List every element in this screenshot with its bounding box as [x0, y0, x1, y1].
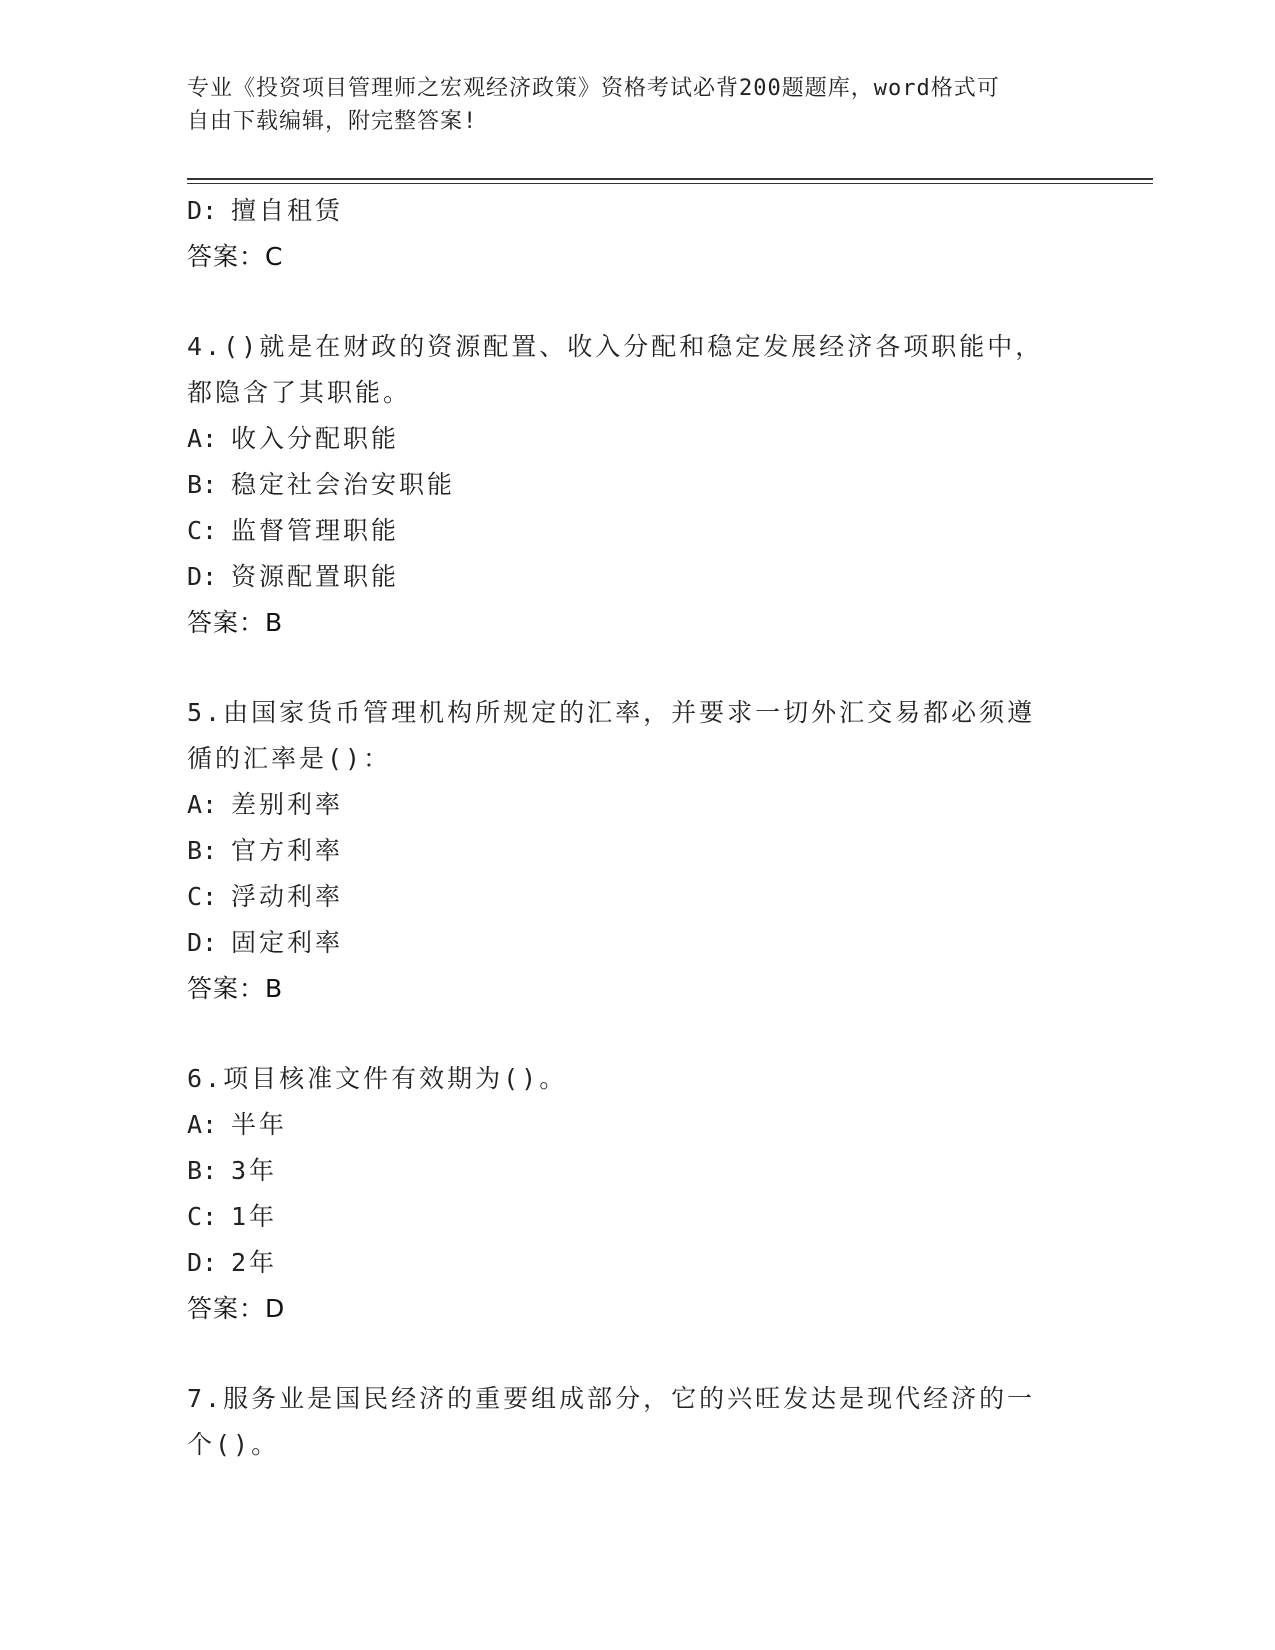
option-text: 固定利率 — [231, 928, 344, 957]
option-a — [187, 416, 1077, 462]
question-block — [187, 690, 1077, 1012]
header-line-1: 专业《投资项目管理师之宏观经济政策》资格考试必背200题题库，word格式可 — [187, 76, 1000, 101]
option-text: 半年 — [231, 1110, 288, 1139]
option-d — [187, 188, 1077, 234]
option-text: 收入分配职能 — [231, 424, 400, 453]
option-label: A: — [187, 424, 218, 453]
option-b — [187, 828, 1077, 874]
question-text-line: 循的汇率是()： — [187, 744, 392, 773]
option-text: 3年 — [231, 1156, 278, 1185]
question-text-line: 6.项目核准文件有效期为()。 — [187, 1064, 568, 1093]
option-text: 浮动利率 — [231, 882, 344, 911]
document-header — [187, 72, 1067, 138]
option-c — [187, 508, 1077, 554]
option-c — [187, 1194, 1077, 1240]
answer-line: 答案：B — [187, 608, 284, 637]
option-label: B: — [187, 470, 218, 499]
option-label: A: — [187, 1110, 218, 1139]
header-divider-thick — [187, 178, 1153, 180]
question-text-line: 4.()就是在财政的资源配置、收入分配和稳定发展经济各项职能中， — [187, 332, 1044, 361]
option-label: D: — [187, 928, 218, 957]
question-list — [187, 188, 1077, 1468]
option-d — [187, 920, 1077, 966]
option-label: C: — [187, 882, 218, 911]
question-text-line: 都隐含了其职能。 — [187, 378, 412, 407]
answer-line: 答案：C — [187, 242, 284, 271]
option-text: 2年 — [231, 1248, 278, 1277]
answer-line: 答案：D — [187, 1294, 286, 1323]
option-text: 差别利率 — [231, 790, 344, 819]
answer-line: 答案：B — [187, 974, 284, 1003]
option-label: B: — [187, 836, 218, 865]
question-text-line: 7.服务业是国民经济的重要组成部分，它的兴旺发达是现代经济的一 — [187, 1384, 1036, 1413]
option-label: A: — [187, 790, 218, 819]
option-label: D: — [187, 1248, 218, 1277]
option-text: 擅自租赁 — [231, 196, 344, 225]
question-block — [187, 1376, 1077, 1468]
option-label: C: — [187, 1202, 218, 1231]
option-label: B: — [187, 1156, 218, 1185]
question-block — [187, 324, 1077, 646]
option-text: 监督管理职能 — [231, 516, 400, 545]
option-a — [187, 782, 1077, 828]
option-b — [187, 462, 1077, 508]
header-line-2: 自由下载编辑，附完整答案! — [187, 109, 478, 134]
option-a — [187, 1102, 1077, 1148]
question-block — [187, 1056, 1077, 1332]
option-text: 1年 — [231, 1202, 278, 1231]
question-text-line: 5.由国家货币管理机构所规定的汇率，并要求一切外汇交易都必须遵 — [187, 698, 1036, 727]
option-label: C: — [187, 516, 218, 545]
option-text: 资源配置职能 — [231, 562, 400, 591]
option-label: D: — [187, 196, 218, 225]
option-label: D: — [187, 562, 218, 591]
question-text-line: 个()。 — [187, 1430, 280, 1459]
header-divider-thin — [187, 183, 1153, 184]
option-d — [187, 1240, 1077, 1286]
option-b — [187, 1148, 1077, 1194]
option-text: 稳定社会治安职能 — [231, 470, 456, 499]
option-d — [187, 554, 1077, 600]
option-c — [187, 874, 1077, 920]
option-text: 官方利率 — [231, 836, 344, 865]
